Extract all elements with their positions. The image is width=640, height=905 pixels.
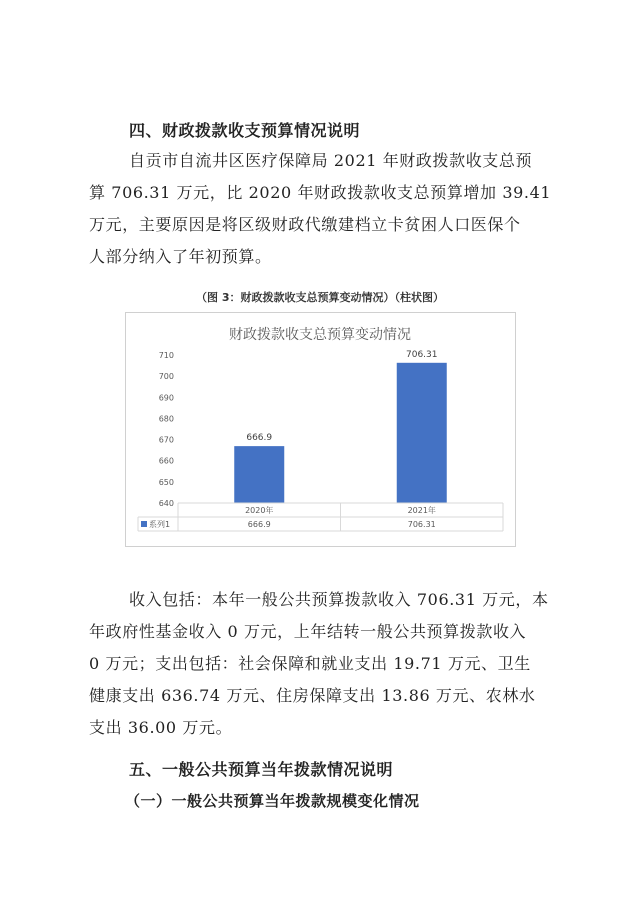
x-tick-label: 2021年 — [407, 506, 436, 515]
table-value-cell: 666.9 — [247, 520, 271, 529]
income-paragraph — [89, 587, 569, 747]
bar-chart — [125, 312, 516, 547]
chart-title: 财政拨款收支总预算变动情况 — [229, 327, 411, 343]
income-line-1: 收入包括：本年一般公共预算拨款收入 706.31 万元，本 — [129, 590, 549, 609]
y-axis — [159, 351, 174, 508]
bar — [234, 446, 284, 503]
section5-subheading: （一）一般公共预算当年拨款规模变化情况 — [125, 792, 420, 810]
x-tick-label: 2020年 — [245, 506, 274, 515]
legend-key — [141, 521, 147, 527]
bar-chart-svg — [126, 313, 515, 546]
section5-heading: 五、一般公共预算当年拨款情况说明 — [129, 760, 394, 779]
income-line-5: 支出 36.00 万元。 — [89, 718, 233, 737]
legend-series-name: 系列1 — [149, 520, 171, 529]
y-tick-label: 710 — [158, 351, 174, 360]
y-tick-label: 680 — [158, 414, 174, 424]
income-line-3: 0 万元；支出包括：社会保障和就业支出 19.71 万元、卫生 — [89, 654, 531, 673]
section4-line-3: 万元，主要原因是将区级财政代缴建档立卡贫困人口医保个 — [89, 215, 521, 234]
table-value-cell: 706.31 — [407, 520, 436, 529]
income-line-2: 年政府性基金收入 0 万元，上年结转一般公共预算拨款收入 — [89, 622, 527, 641]
section4-line-2: 算 706.31 万元，比 2020 年财政拨款收支总预算增加 39.41 — [89, 183, 552, 202]
bar — [397, 363, 447, 503]
y-tick-label: 640 — [158, 499, 174, 508]
section4-line-1: 自贡市自流井区医疗保障局 2021 年财政拨款收支总预 — [129, 151, 533, 170]
data-table — [138, 503, 503, 531]
y-tick-label: 670 — [158, 435, 174, 445]
y-tick-label: 660 — [158, 456, 174, 466]
bar-value-label: 706.31 — [406, 349, 438, 360]
section4-line-4: 人部分纳入了年初预算。 — [89, 247, 272, 266]
y-tick-label: 700 — [158, 372, 174, 382]
bar-value-label: 666.9 — [246, 433, 273, 444]
y-tick-label: 690 — [158, 393, 174, 403]
bars — [234, 350, 447, 503]
section4-paragraph — [89, 148, 569, 278]
income-line-4: 健康支出 636.74 万元、住房保障支出 13.86 万元、农林水 — [89, 686, 536, 705]
section4-heading: 四、财政拨款收支预算情况说明 — [129, 121, 361, 140]
figure-caption: （图 3：财政拨款收支总预算变动情况）（柱状图） — [196, 291, 444, 304]
y-tick-label: 650 — [158, 477, 174, 487]
